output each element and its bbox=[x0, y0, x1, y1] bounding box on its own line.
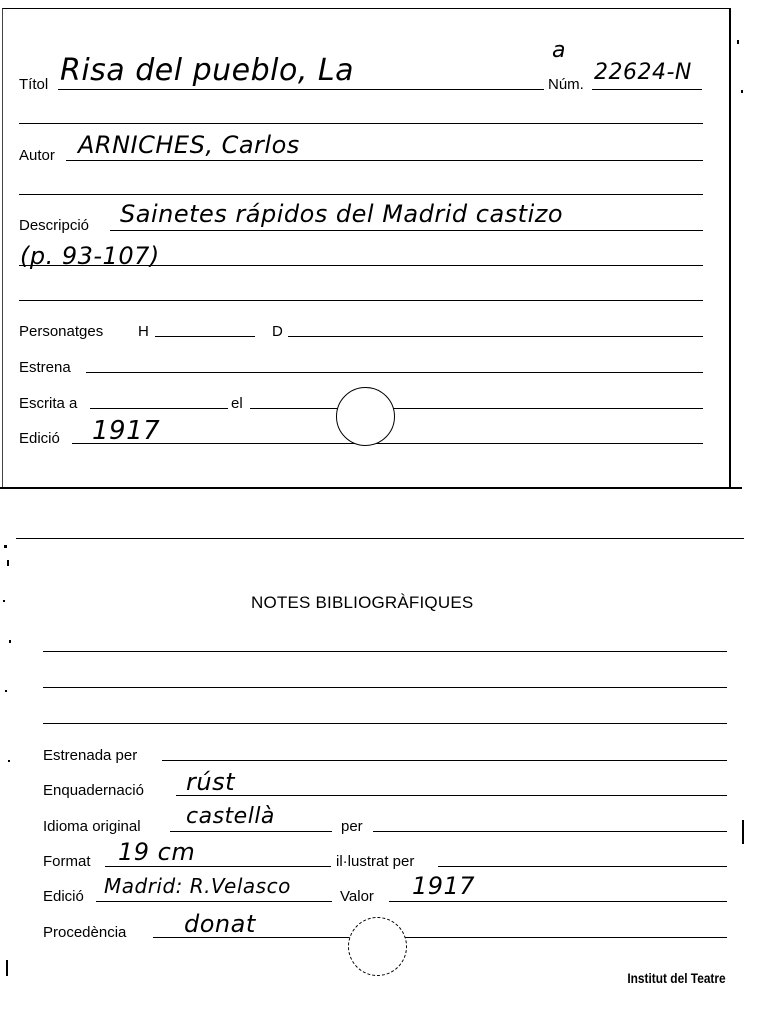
format-label: Format bbox=[43, 853, 91, 870]
scan-speck bbox=[741, 90, 743, 93]
num-prefix: a bbox=[552, 38, 566, 63]
descripcio-value-1: Sainetes rápidos del Madrid castizo bbox=[120, 200, 564, 228]
descripcio-label: Descripció bbox=[19, 217, 90, 234]
personatges-label: Personatges bbox=[19, 323, 104, 340]
valor-line bbox=[389, 901, 727, 902]
autor-value: ARNICHES, Carlos bbox=[78, 131, 300, 159]
scan-speck bbox=[8, 760, 10, 762]
autor-label: Autor bbox=[19, 147, 55, 164]
estrena-label: Estrena bbox=[19, 359, 71, 376]
estrena-line bbox=[86, 372, 703, 373]
num-label: Núm. bbox=[548, 76, 584, 93]
notes-title: NOTES BIBLIOGRÀFIQUES bbox=[251, 593, 474, 612]
num-line bbox=[592, 89, 702, 90]
format-line bbox=[105, 866, 331, 867]
idioma-original-label: Idioma original bbox=[43, 818, 141, 835]
descripcio-value-2: (p. 93-107) bbox=[20, 242, 160, 270]
blank-line bbox=[19, 123, 703, 124]
edicio-line bbox=[72, 443, 703, 444]
num-value: 22624-N bbox=[594, 60, 692, 85]
valor-label: Valor bbox=[340, 888, 374, 905]
card-divider bbox=[0, 487, 742, 489]
descripcio-line bbox=[110, 230, 703, 231]
estrenada-per-label: Estrenada per bbox=[43, 747, 138, 764]
punch-hole bbox=[336, 387, 395, 446]
enquadernacio-label: Enquadernació bbox=[43, 782, 144, 799]
notes-line bbox=[43, 687, 727, 688]
escrita-a-line bbox=[90, 408, 228, 409]
il-lustrat-per-label: il·lustrat per bbox=[336, 853, 415, 870]
escrita-a-label: Escrita a bbox=[19, 395, 78, 412]
autor-line bbox=[66, 160, 703, 161]
scan-speck bbox=[9, 640, 11, 643]
el-line bbox=[250, 408, 703, 409]
estrenada-per-line bbox=[162, 760, 727, 761]
scan-speck bbox=[737, 40, 739, 44]
titol-line bbox=[58, 89, 544, 90]
institution-footer: Institut del Teatre bbox=[627, 970, 726, 986]
notes-line bbox=[43, 651, 727, 652]
blank-line bbox=[19, 194, 703, 195]
scan-speck bbox=[7, 560, 9, 566]
scan-speck bbox=[3, 600, 5, 602]
per-line bbox=[373, 831, 727, 832]
el-label: el bbox=[231, 395, 243, 412]
scan-speck bbox=[4, 545, 7, 548]
notes-line bbox=[43, 723, 727, 724]
personatges-d-label: D bbox=[272, 323, 283, 340]
idioma-original-line bbox=[170, 831, 332, 832]
titol-label: Títol bbox=[19, 76, 49, 93]
procedencia-label: Procedència bbox=[43, 924, 127, 941]
personatges-h-line bbox=[155, 336, 255, 337]
blank-line bbox=[19, 300, 703, 301]
format-value: 19 cm bbox=[118, 838, 196, 866]
idioma-original-value: castellà bbox=[186, 804, 275, 829]
edicio-2-value: Madrid: R.Velasco bbox=[104, 874, 291, 898]
scan-speck bbox=[742, 820, 744, 844]
personatges-d-line bbox=[288, 336, 703, 337]
edicio-value: 1917 bbox=[92, 416, 161, 446]
enquadernacio-line bbox=[176, 795, 727, 796]
scan-speck bbox=[6, 960, 8, 976]
personatges-h-label: H bbox=[138, 323, 149, 340]
valor-value: 1917 bbox=[412, 872, 476, 900]
punch-hole bbox=[348, 917, 407, 976]
edicio-2-line bbox=[96, 901, 332, 902]
enquadernacio-value: rúst bbox=[186, 768, 235, 796]
procedencia-value: donat bbox=[184, 910, 256, 938]
il-lustrat-per-line bbox=[438, 866, 727, 867]
per-label: per bbox=[341, 818, 363, 835]
scan-speck bbox=[5, 690, 7, 692]
titol-value: Risa del pueblo, La bbox=[60, 53, 355, 88]
edicio-label: Edició bbox=[19, 430, 60, 447]
edicio-2-label: Edició bbox=[43, 888, 84, 905]
